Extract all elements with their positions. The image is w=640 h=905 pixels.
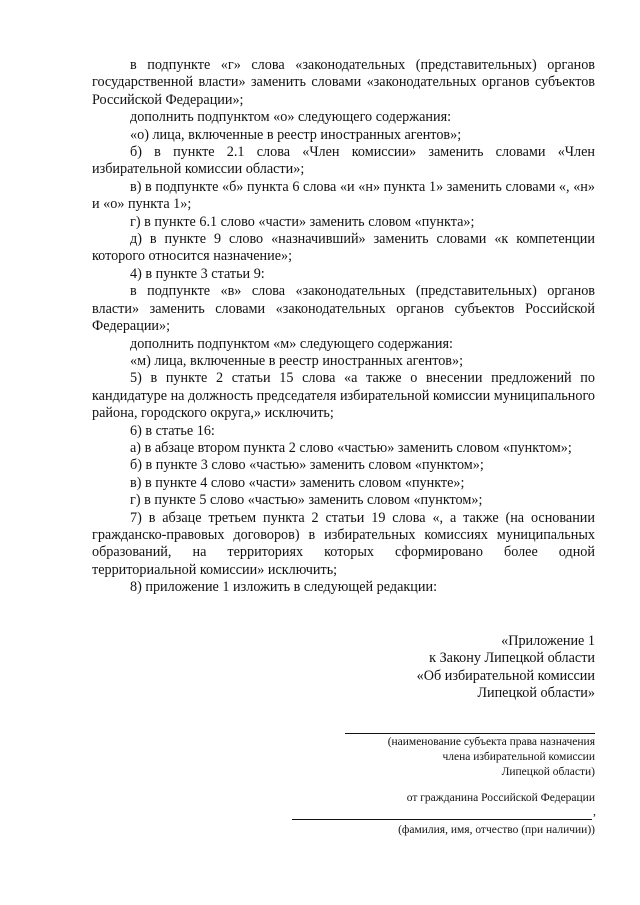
- trailing-comma: ,: [593, 804, 596, 818]
- addressee-caption: [388, 735, 595, 780]
- caption-line: члена избирательной комиссии: [442, 751, 595, 763]
- paragraph: дополнить подпунктом «м» следующего содержания:: [130, 335, 453, 352]
- caption-line: (фамилия, имя, отчество (при наличии)): [398, 824, 595, 836]
- citizen-name-blank-line: [292, 819, 592, 820]
- law-amendments-text: [92, 57, 595, 597]
- paragraph: б) в пункте 3 слово «частью» заменить словом «пунктом»;: [130, 457, 484, 474]
- paragraph: «о) лица, включенные в реестр иностранных агентов»;: [130, 126, 462, 143]
- caption-line: (наименование субъекта права назначения: [387, 736, 595, 748]
- paragraph: в подпункте «г» слова «законодательных (представительных) органов государственной власти» заменить словами «законодательных органов субъектов Российской Федерации»;: [92, 57, 595, 108]
- paragraph: д) в пункте 9 слово «назначивший» заменить словами «к компетенции которого относится назначение»;: [92, 231, 595, 265]
- paragraph: в подпункте «в» слова «законодательных (представительных) органов власти» заменить словами «законодательных органов субъектов Российской Федерации»;: [92, 283, 595, 335]
- addressee-blank-line: [345, 733, 595, 734]
- appendix-line: к Закону Липецкой области: [429, 650, 595, 667]
- paragraph: 4) в пункте 3 статьи 9:: [130, 265, 265, 282]
- paragraph: 8) приложение 1 изложить в следующей редакции:: [130, 579, 438, 596]
- paragraph: б) в пункте 2.1 слова «Член комиссии» заменить словами «Член избирательной комиссии области»;: [92, 144, 595, 178]
- appendix-header: [417, 633, 595, 703]
- paragraph: «м) лица, включенные в реестр иностранных агентов»;: [130, 352, 464, 369]
- paragraph: г) в пункте 5 слово «частью» заменить словом «пунктом»;: [130, 492, 483, 509]
- paragraph: в) в пункте 4 слово «части» заменить словом «пункте»;: [130, 474, 465, 491]
- paragraph: а) в абзаце втором пункта 2 слово «частью» заменить словом «пунктом»;: [130, 439, 572, 456]
- paragraph: г) в пункте 6.1 слово «части» заменить словом «пункта»;: [130, 213, 475, 230]
- from-citizen-label: от гражданина Российской Федерации: [406, 792, 595, 804]
- paragraph: 5) в пункте 2 статьи 15 слова «а также о внесении предложений по кандидатуре на должность председателя избирательной комиссии муниципального района, городского округа,» исключить;: [92, 370, 596, 422]
- paragraph: 7) в абзаце третьем пункта 2 статьи 19 слова «, а также (на основании гражданско-правовых договоров) в избирательных комиссиях муниципальных образований, на территориях которых сформировано более одной территориальной комиссии» исключить;: [92, 509, 595, 578]
- caption-line: Липецкой области): [501, 766, 595, 778]
- appendix-line: Липецкой области»: [477, 685, 595, 702]
- paragraph: в) в подпункте «б» пункта 6 слова «и «н» пункта 1» заменить словами «, «н» и «о» пункта 1»;: [92, 178, 595, 213]
- citizen-name-caption: [398, 823, 595, 838]
- appendix-line: «Приложение 1: [501, 633, 595, 649]
- paragraph: 6) в статье 16:: [130, 422, 215, 439]
- paragraph: дополнить подпунктом «о» следующего содержания:: [130, 109, 452, 126]
- appendix-line: «Об избирательной комиссии: [416, 667, 595, 684]
